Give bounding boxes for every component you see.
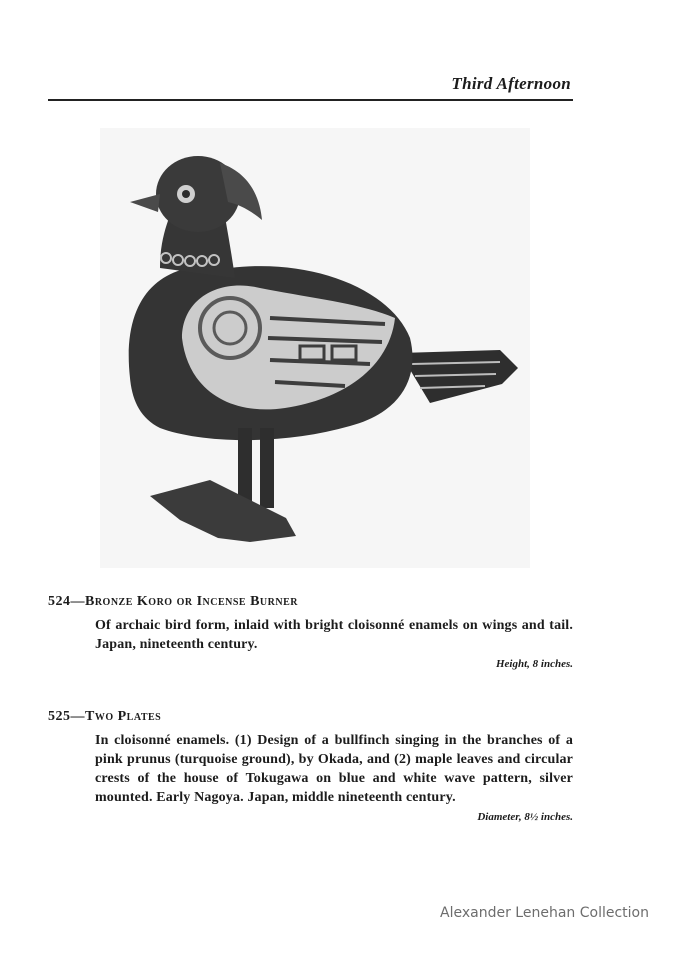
entry-number: 525 — [48, 709, 71, 724]
page-header-title: Third Afternoon — [451, 74, 571, 93]
collection-watermark: Alexander Lenehan Collection — [440, 905, 649, 921]
catalog-entry-525 — [48, 709, 573, 823]
entry-description: In cloisonné enamels. (1) Design of a bullfinch singing in the branches of a pink prunus (turquoise ground), by Okada, and (2) maple leaves and circular crests of the house of Tokugawa on blue and white wave pattern, silver mounted. Early Nagoya. Japan, middle nineteenth century. — [95, 733, 573, 805]
entry-title: Bronze Koro or Incense Burner — [85, 594, 298, 609]
catalog-entry-524 — [48, 594, 573, 670]
header-rule — [48, 99, 573, 101]
entry-heading: 524—Bronze Koro or Incense Burner — [48, 594, 298, 609]
entry-heading: 525—Two Plates — [48, 709, 162, 724]
koro-bird-photograph — [100, 128, 530, 568]
entry-title: Two Plates — [85, 709, 162, 724]
entry-number: 524 — [48, 594, 71, 609]
entry-description: Of archaic bird form, inlaid with bright cloisonné enamels on wings and tail. Japan, nineteenth century. — [95, 618, 573, 652]
entry-dimension: Height, 8 inches. — [495, 658, 573, 670]
entry-dimension: Diameter, 8½ inches. — [477, 811, 573, 823]
